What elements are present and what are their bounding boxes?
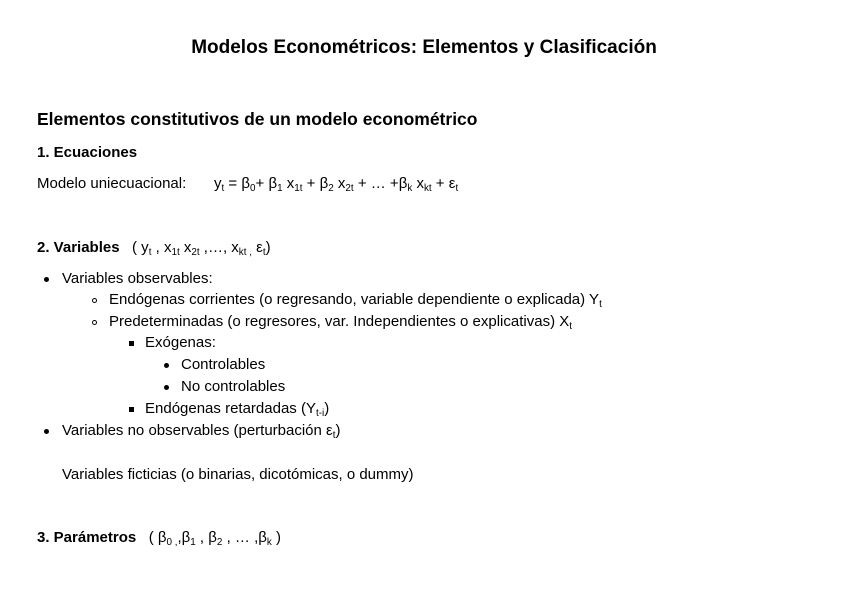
bullet-disc-icon bbox=[44, 277, 49, 282]
list-item-exogenas: Exógenas: bbox=[145, 334, 216, 351]
variables-heading-line bbox=[37, 239, 271, 257]
bullet-circle-icon bbox=[92, 298, 97, 303]
model-label: Modelo uniecuacional: bbox=[37, 175, 187, 192]
ecuaciones-heading: 1. Ecuaciones bbox=[37, 144, 138, 161]
bullet-disc-icon bbox=[44, 429, 49, 434]
list-item-no-controlables: No controlables bbox=[181, 378, 286, 395]
list-item-observables: Variables observables: bbox=[62, 270, 213, 287]
parametros-heading-line bbox=[37, 529, 281, 547]
variables-ficticias: Variables ficticias (o binarias, dicotómicas, o dummy) bbox=[62, 466, 414, 483]
bullet-circle-icon bbox=[92, 320, 97, 325]
bullet-square-icon bbox=[129, 341, 134, 346]
list-item-no-observables: Variables no observables (perturbación $\varepsilon_t$) bbox=[62, 422, 341, 441]
model-formula: $y_t = \beta_0+ \beta_1$ $x_{1t} + \beta_2$ $x_{2t}$ + … $+\beta_k$ $x_{kt} + \varepsilon_t$ bbox=[214, 175, 459, 194]
variables-heading: 2. Variables bbox=[37, 239, 120, 256]
list-item-endogenas-retardadas: Endógenas retardadas $(Y_{t-i})$ bbox=[145, 400, 330, 419]
bullet-disc-icon bbox=[164, 385, 169, 390]
list-item-endogenas-corrientes: Endógenas corrientes (o regresando, variable dependiente o explicada) $Y_t$ bbox=[109, 291, 602, 310]
list-item-predeterminadas: Predeterminadas (o regresores, var. Independientes o explicativas) $X_t$ bbox=[109, 313, 572, 332]
variables-tuple: ( $y_t$ , $x_{1t}$ $x_{2t}$ ,…, $x_{kt ,}$ $\varepsilon_t$) bbox=[132, 239, 271, 258]
bullet-square-icon bbox=[129, 407, 134, 412]
bullet-disc-icon bbox=[164, 363, 169, 368]
page-title: Modelos Econométricos: Elementos y Clasificación bbox=[191, 37, 657, 58]
list-item-controlables: Controlables bbox=[181, 356, 266, 373]
parametros-heading: 3. Parámetros bbox=[37, 529, 137, 546]
parametros-tuple: ( $\beta_{0 ,},\beta_1$ , $\beta_2$ , … $,\beta_k$ ) bbox=[148, 529, 281, 548]
section-heading: Elementos constitutivos de un modelo econométrico bbox=[37, 109, 478, 129]
